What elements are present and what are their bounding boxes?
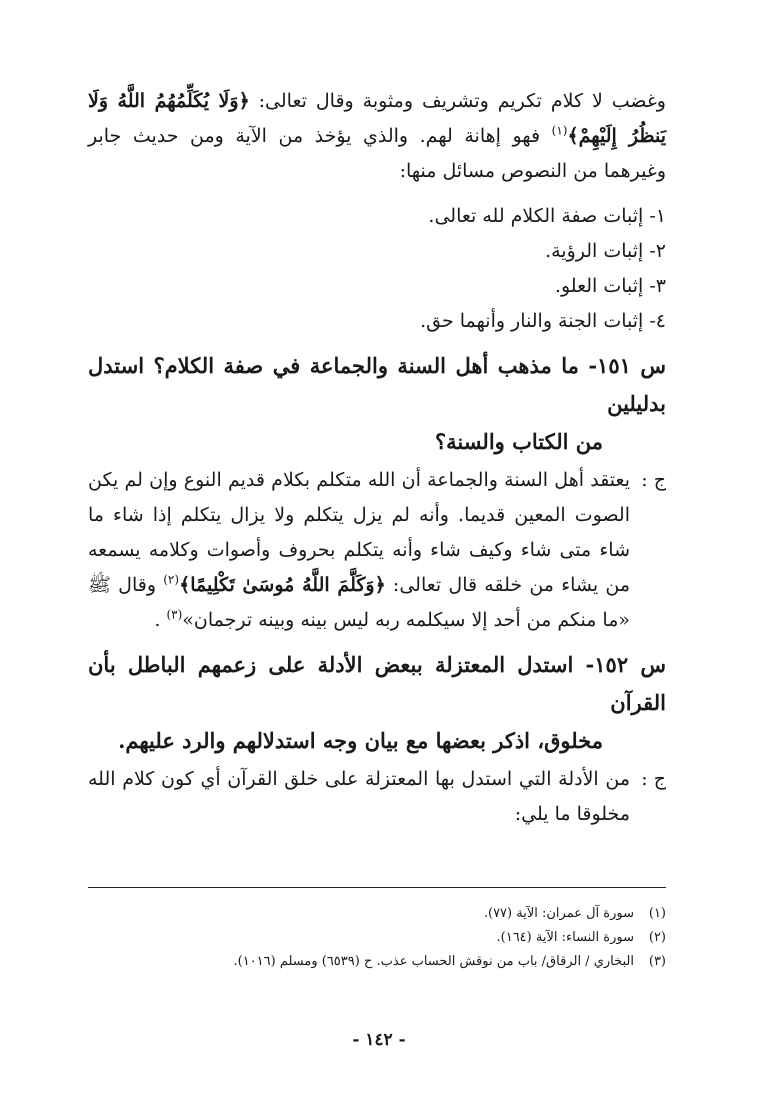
footnotes [88,887,666,974]
footnote-ref-1: (١) [551,123,568,138]
intro-text: وغضب لا كلام تكريم وتشريف ومثوبة وقال تعالى: [249,90,666,112]
list-item: ٣- إثبات العلو. [554,275,666,297]
intro-paragraph [88,84,666,189]
footnote-ref-3: (٣) [166,607,183,622]
page-number: - ١٤٢ - [352,1030,406,1050]
question-152 [88,646,666,760]
answer-151 [88,463,666,638]
quran-verse-2: ﴿وَكَلَّمَ اللَّهُ مُوسَىٰ تَكْلِيمًا﴾ [179,574,386,596]
answer-label: ج : [641,768,666,790]
footnote-number: (٣) [648,954,666,969]
answer-152-text: من الأدلة التي استدل بها المعتزلة على خلق القرآن أي كون كلام الله مخلوقا ما يلي: [88,768,630,825]
list-item: ١- إثبات صفة الكلام لله تعالى. [428,205,666,227]
footnote-number: (٢) [648,930,666,945]
footnote-ref-2: (٢) [163,572,180,587]
list-item: ٤- إثبات الجنة والنار وأنهما حق. [420,310,666,332]
question-151 [88,347,666,461]
footnote [88,926,666,950]
footnote [88,950,666,974]
quran-verse-1: ﴿وَلَا يُكَلِّمُهُمُ اللَّهُ وَلَا يَنظُرُ إِلَيْهِمْ﴾ [88,90,666,147]
intro-tail: فهو إهانة لهم. والذي يؤخذ من الآية ومن حديث جابر وغيرهما من النصوص مسائل منها: [88,125,666,182]
answer-151-end: . [154,609,167,631]
hadith-quote: وقال ﷺ «ما منكم من أحد إلا سيكلمه ربه ليس بينه وبينه ترجمان» [88,574,630,631]
points-list [88,199,666,339]
answer-151-text: يعتقد أهل السنة والجماعة أن الله متكلم بكلام قديم النوع وإن لم يكن الصوت المعين قديما. وأنه لم يزل يتكلم ولا يزال يتكلم إذا شاء ما شاء متى شاء وكيف شاء وأنه يتكلم بحروف وأصوات وكلامه يسمعه من يشاء من خلقه قال تعالى: [88,469,631,596]
footnote [88,902,666,926]
footnote-text: سورة آل عمران: الآية (٧٧). [483,906,634,921]
footnote-number: (١) [648,906,666,921]
question-151-line2: من الكتاب والسنة؟ [434,429,603,454]
answer-152 [88,762,666,832]
footnote-text: سورة النساء: الآية (١٦٤). [496,930,634,945]
list-item: ٢- إثبات الرؤية. [545,240,666,262]
footnote-text: البخاري / الرقاق/ باب من نوقش الحساب عذب. ح (٦٥٣٩) ومسلم (١٠١٦). [233,954,634,969]
main-text [88,84,666,834]
question-151-line1: س ١٥١- ما مذهب أهل السنة والجماعة في صفة الكلام؟ استدل بدليلين [88,353,666,416]
question-152-line1: س ١٥٢- استدل المعتزلة ببعض الأدلة على زعمهم الباطل بأن القرآن [88,652,666,715]
question-152-line2: مخلوق، اذكر بعضها مع بيان وجه استدلالهم والرد عليهم. [118,728,603,753]
answer-label: ج : [641,469,666,491]
